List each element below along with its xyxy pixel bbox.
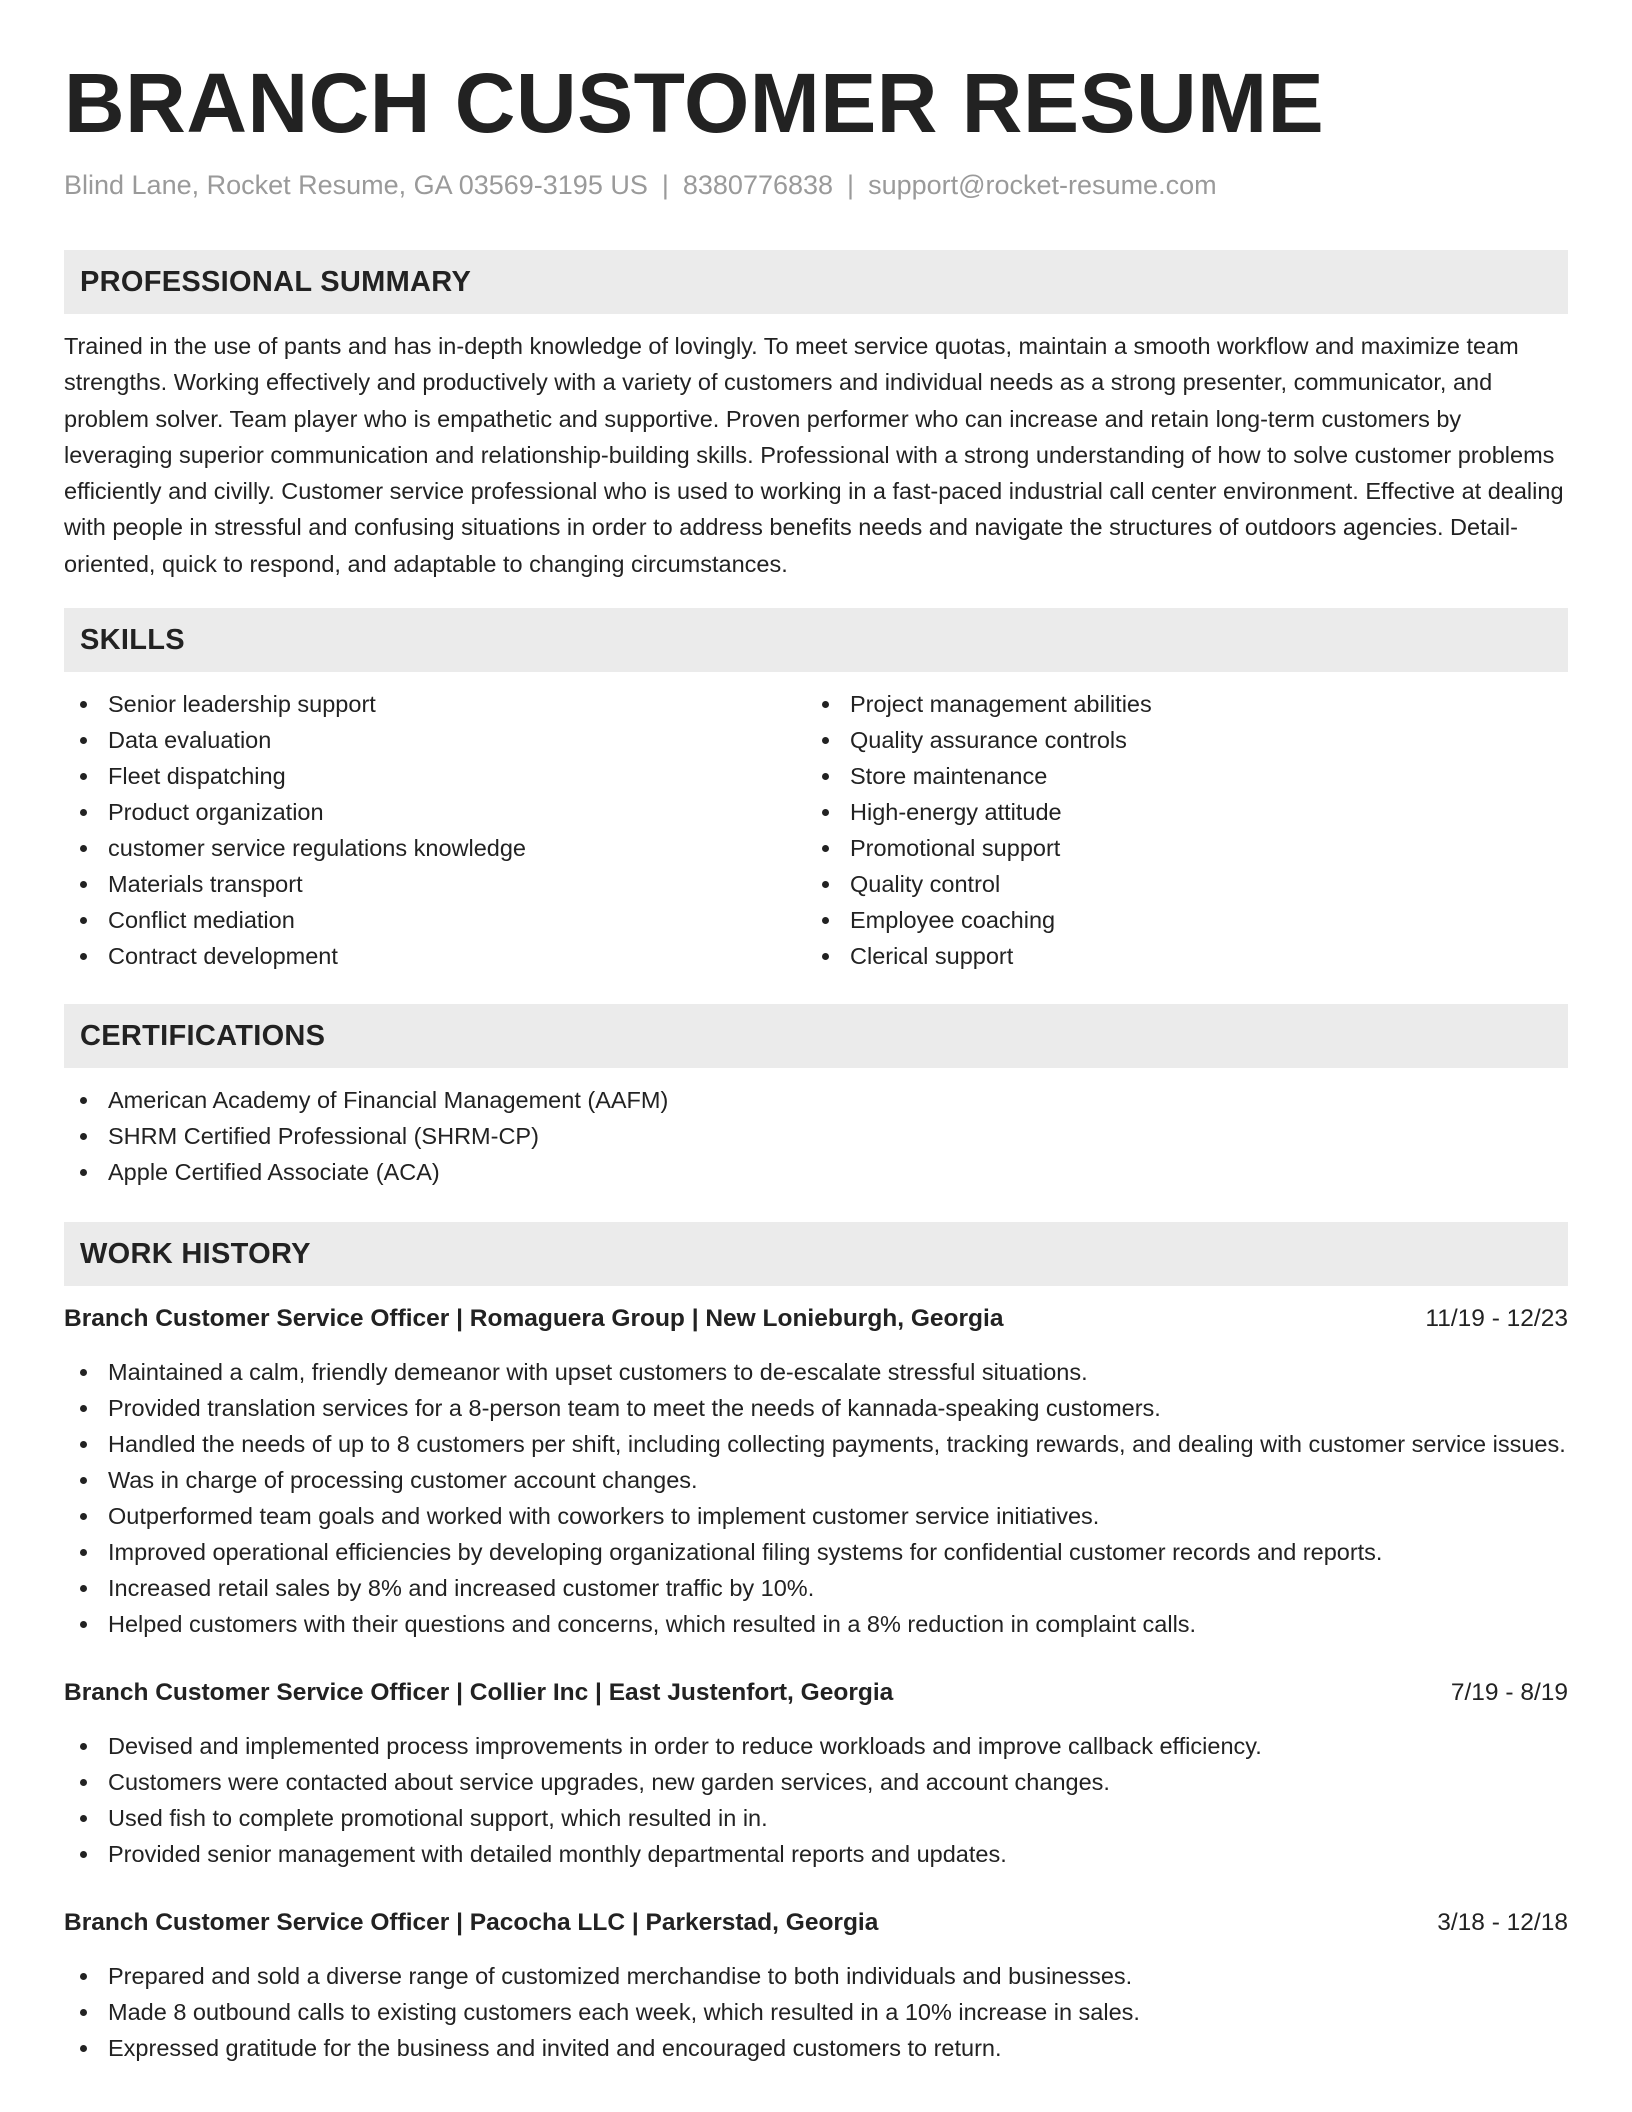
- skill-item: Quality assurance controls: [806, 722, 1548, 758]
- skill-item: Fleet dispatching: [64, 758, 806, 794]
- skill-item: Store maintenance: [806, 758, 1548, 794]
- job-dates: 11/19 - 12/23: [1425, 1305, 1568, 1333]
- email: support@rocket-resume.com: [868, 170, 1217, 200]
- certification-item: American Academy of Financial Management (AAFM): [64, 1082, 1568, 1118]
- job-bullets: [64, 1728, 1568, 1872]
- job-header: [64, 1302, 1568, 1336]
- skills-list-right: [806, 686, 1548, 974]
- job-bullets: [64, 1354, 1568, 1642]
- job-header: [64, 1676, 1568, 1710]
- job-bullet: Handled the needs of up to 8 customers per shift, including collecting payments, tracking rewards, and dealing with customer service issues.: [64, 1426, 1568, 1462]
- job-bullet: Expressed gratitude for the business and invited and encouraged customers to return.: [64, 2030, 1568, 2066]
- skill-item: Materials transport: [64, 866, 806, 902]
- section-header-work-history: WORK HISTORY: [64, 1222, 1568, 1286]
- job-bullet: Prepared and sold a diverse range of customized merchandise to both individuals and businesses.: [64, 1958, 1568, 1994]
- phone: 8380776838: [682, 170, 834, 200]
- contact-separator: |: [847, 170, 855, 200]
- job-entry: [64, 1676, 1568, 1872]
- job-title: Branch Customer Service Officer | Collier Inc | East Justenfort, Georgia: [64, 1679, 894, 1707]
- job-entry: [64, 1302, 1568, 1642]
- job-title: Branch Customer Service Officer | Pacocha LLC | Parkerstad, Georgia: [64, 1909, 879, 1937]
- job-bullet: Made 8 outbound calls to existing customers each week, which resulted in a 10% increase in sales.: [64, 1994, 1568, 2030]
- skills-list-left: [64, 686, 806, 974]
- job-header: [64, 1906, 1568, 1940]
- resume-title: BRANCH CUSTOMER RESUME: [64, 56, 1325, 150]
- skill-item: Employee coaching: [806, 902, 1548, 938]
- certification-item: Apple Certified Associate (ACA): [64, 1154, 1568, 1190]
- section-header-certifications: CERTIFICATIONS: [64, 1004, 1568, 1068]
- address: Blind Lane, Rocket Resume, GA 03569-3195 US: [64, 170, 648, 200]
- skill-item: Quality control: [806, 866, 1548, 902]
- job-bullet: Provided senior management with detailed monthly departmental reports and updates.: [64, 1836, 1568, 1872]
- job-bullet: Increased retail sales by 8% and increased customer traffic by 10%.: [64, 1570, 1568, 1606]
- skill-item: Project management abilities: [806, 686, 1548, 722]
- job-title: Branch Customer Service Officer | Romaguera Group | New Lonieburgh, Georgia: [64, 1305, 1004, 1333]
- skill-item: Senior leadership support: [64, 686, 806, 722]
- skill-item: Conflict mediation: [64, 902, 806, 938]
- job-bullet: Improved operational efficiencies by developing organizational filing systems for confidential customer records and reports.: [64, 1534, 1568, 1570]
- job-bullet: Provided translation services for a 8-person team to meet the needs of kannada-speaking customers.: [64, 1390, 1568, 1426]
- job-bullet: Outperformed team goals and worked with coworkers to implement customer service initiatives.: [64, 1498, 1568, 1534]
- job-bullet: Customers were contacted about service upgrades, new garden services, and account changes.: [64, 1764, 1568, 1800]
- skill-item: Clerical support: [806, 938, 1548, 974]
- section-header-skills: SKILLS: [64, 608, 1568, 672]
- job-bullet: Devised and implemented process improvements in order to reduce workloads and improve callback efficiency.: [64, 1728, 1568, 1764]
- job-bullet: Was in charge of processing customer account changes.: [64, 1462, 1568, 1498]
- job-dates: 7/19 - 8/19: [1450, 1679, 1568, 1707]
- skill-item: Data evaluation: [64, 722, 806, 758]
- job-bullet: Helped customers with their questions and concerns, which resulted in a 8% reduction in complaint calls.: [64, 1606, 1568, 1642]
- skill-item: customer service regulations knowledge: [64, 830, 806, 866]
- certifications-list: [64, 1082, 1568, 1190]
- job-bullet: Maintained a calm, friendly demeanor with upset customers to de-escalate stressful situations.: [64, 1354, 1568, 1390]
- skill-item: Promotional support: [806, 830, 1548, 866]
- section-header-summary: PROFESSIONAL SUMMARY: [64, 250, 1568, 314]
- contact-line: [64, 168, 1568, 202]
- skill-item: High-energy attitude: [806, 794, 1548, 830]
- job-entry: [64, 1906, 1568, 2066]
- resume-page: [64, 0, 1568, 2066]
- contact-separator: |: [661, 170, 669, 200]
- skills-grid: [64, 686, 1568, 974]
- job-dates: 3/18 - 12/18: [1437, 1909, 1568, 1937]
- skill-item: Product organization: [64, 794, 806, 830]
- skill-item: Contract development: [64, 938, 806, 974]
- job-bullet: Used fish to complete promotional support, which resulted in in.: [64, 1800, 1568, 1836]
- certification-item: SHRM Certified Professional (SHRM-CP): [64, 1118, 1568, 1154]
- job-bullets: [64, 1958, 1568, 2066]
- summary-text: Trained in the use of pants and has in-depth knowledge of lovingly. To meet service quotas, maintain a smooth workflow and maximize team strengths. Working effectively and productively with a variety of customers and individual needs as a strong presenter, communicator, and problem solver. Team player who is empathetic and supportive. Proven performer who can increase and retain long-term customers by leveraging superior communication and relationship-building skills. Professional with a strong understanding of how to solve customer problems efficiently and civilly. Customer service professional who is used to working in a fast-paced industrial call center environment. Effective at dealing with people in stressful and confusing situations in order to address benefits needs and navigate the structures of outdoors agencies. Detail-oriented, quick to respond, and adaptable to changing circumstances.: [64, 333, 1564, 577]
